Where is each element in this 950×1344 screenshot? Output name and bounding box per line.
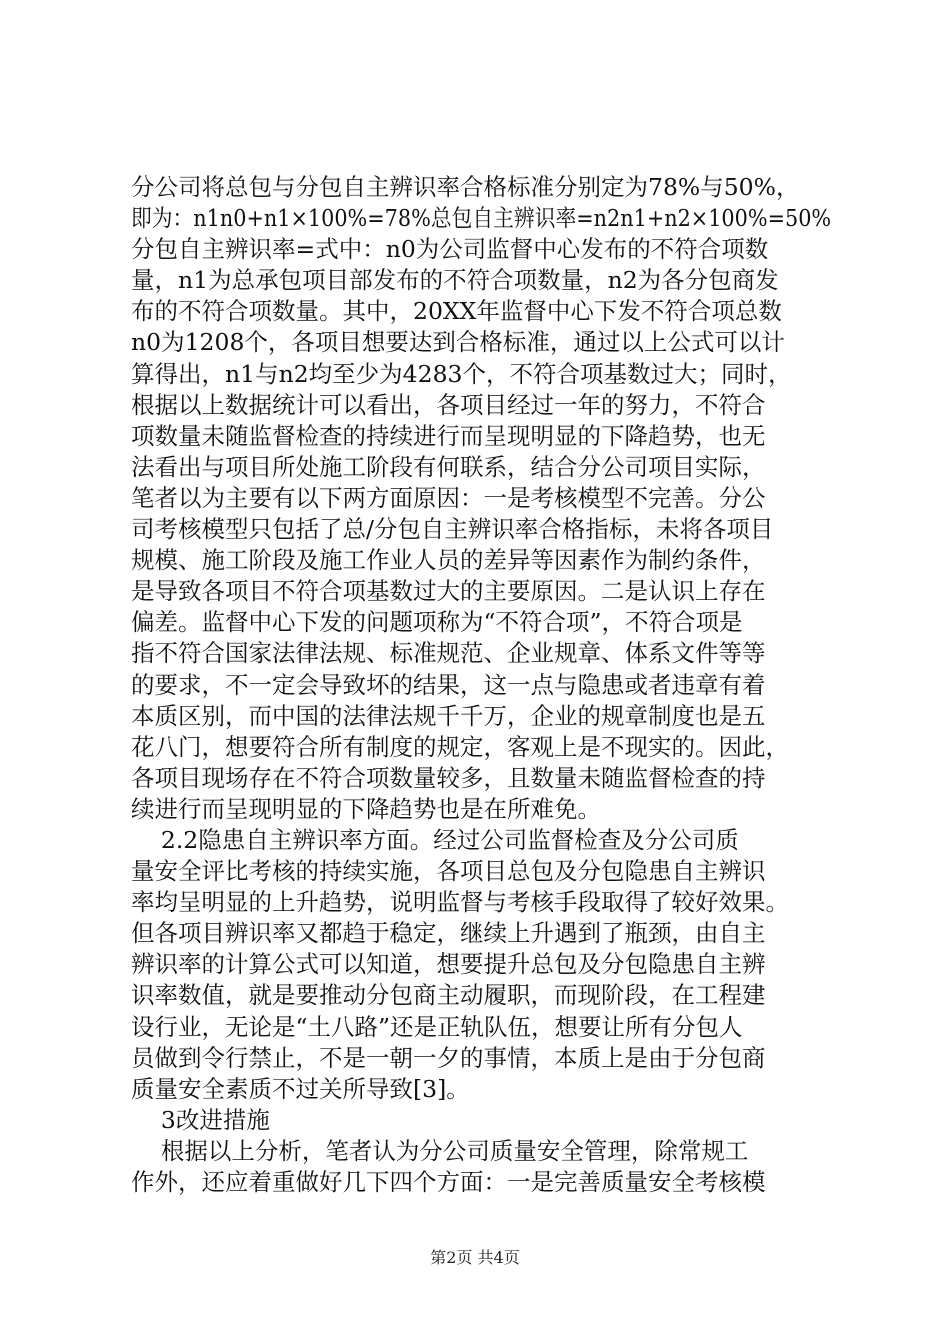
- text-line: 偏差。监督中心下发的问题项称为“不符合项”，不符合项是: [131, 608, 743, 637]
- text-line: 项数量未随监督检查的持续进行而呈现明显的下降趋势，也无: [131, 421, 766, 450]
- text-line: 算得出，n1与n2均至少为4283个，不符合项基数过大；同时，: [131, 359, 792, 388]
- text-line: 本质区别，而中国的法律法规千千万，企业的规章制度也是五: [131, 701, 766, 730]
- text-line: 司考核模型只包括了总/分包自主辨识率合格指标，未将各项目: [131, 515, 774, 544]
- text-line: 3改进措施: [131, 1105, 270, 1134]
- text-line: 分公司将总包与分包自主辨识率合格标准分别定为78%与50%，: [131, 173, 800, 201]
- text-line: 是导致各项目不符合项基数过大的主要原因。二是认识上存在: [131, 577, 766, 606]
- text-line: 即为：n1n0+n1×100%=78%总包自主辨识率=n2n1+n2×100%=50%: [131, 204, 832, 233]
- text-line: 布的不符合项数量。其中，20XX年监督中心下发不符合项总数: [131, 297, 782, 326]
- text-line: 根据以上数据统计可以看出，各项目经过一年的努力，不符合: [131, 390, 766, 419]
- text-line: 各项目现场存在不符合项数量较多，且数量未随监督检查的持: [131, 763, 766, 792]
- text-line: 设行业，无论是“土八路”还是正轨队伍，想要让所有分包人: [131, 1012, 743, 1041]
- text-line: 的要求，不一定会导致坏的结果，这一点与隐患或者违章有着: [131, 670, 766, 699]
- text-line: 根据以上分析，笔者认为分公司质量安全管理，除常规工: [131, 1136, 749, 1165]
- text-line: 识率数值，就是要推动分包商主动履职，而现阶段，在工程建: [131, 981, 766, 1010]
- text-line: 2.2隐患自主辨识率方面。经过公司监督检查及分公司质: [131, 825, 739, 854]
- text-line: 员做到令行禁止，不是一朝一夕的事情，本质上是由于分包商: [131, 1043, 766, 1072]
- text-line: 指不符合国家法律法规、标准规范、企业规章、体系文件等等: [131, 639, 766, 668]
- text-line: 笔者以为主要有以下两方面原因：一是考核模型不完善。分公: [131, 483, 766, 512]
- text-line: 质量安全素质不过关所导致[3]。: [131, 1074, 470, 1103]
- body-text: [131, 172, 831, 1198]
- text-line: 率均呈明显的上升趋势，说明监督与考核手段取得了较好效果。: [131, 888, 789, 917]
- text-line: 量，n1为总承包项目部发布的不符合项数量，n2为各分包商发: [131, 266, 779, 295]
- page-footer: 第2页 共4页: [430, 1248, 520, 1267]
- text-line: 分包自主辨识率=式中：n0为公司监督中心发布的不符合项数: [131, 235, 769, 264]
- text-line: 辨识率的计算公式可以知道，想要提升总包及分包隐患自主辨: [131, 950, 766, 979]
- text-line: 续进行而呈现明显的下降趋势也是在所难免。: [131, 794, 601, 823]
- text-line: 但各项目辨识率又都趋于稳定，继续上升遇到了瓶颈，由自主: [131, 919, 766, 948]
- text-line: 花八门，想要符合所有制度的规定，客观上是不现实的。因此，: [131, 732, 789, 761]
- text-line: n0为1208个，各项目想要达到合格标准，通过以上公式可以计: [131, 328, 785, 357]
- text-line: 作外，还应着重做好几下四个方面：一是完善质量安全考核模: [131, 1168, 766, 1196]
- text-line: 规模、施工阶段及施工作业人员的差异等因素作为制约条件，: [131, 546, 766, 575]
- text-line: 法看出与项目所处施工阶段有何联系，结合分公司项目实际，: [131, 452, 766, 481]
- text-line: 量安全评比考核的持续实施，各项目总包及分包隐患自主辨识: [131, 857, 766, 886]
